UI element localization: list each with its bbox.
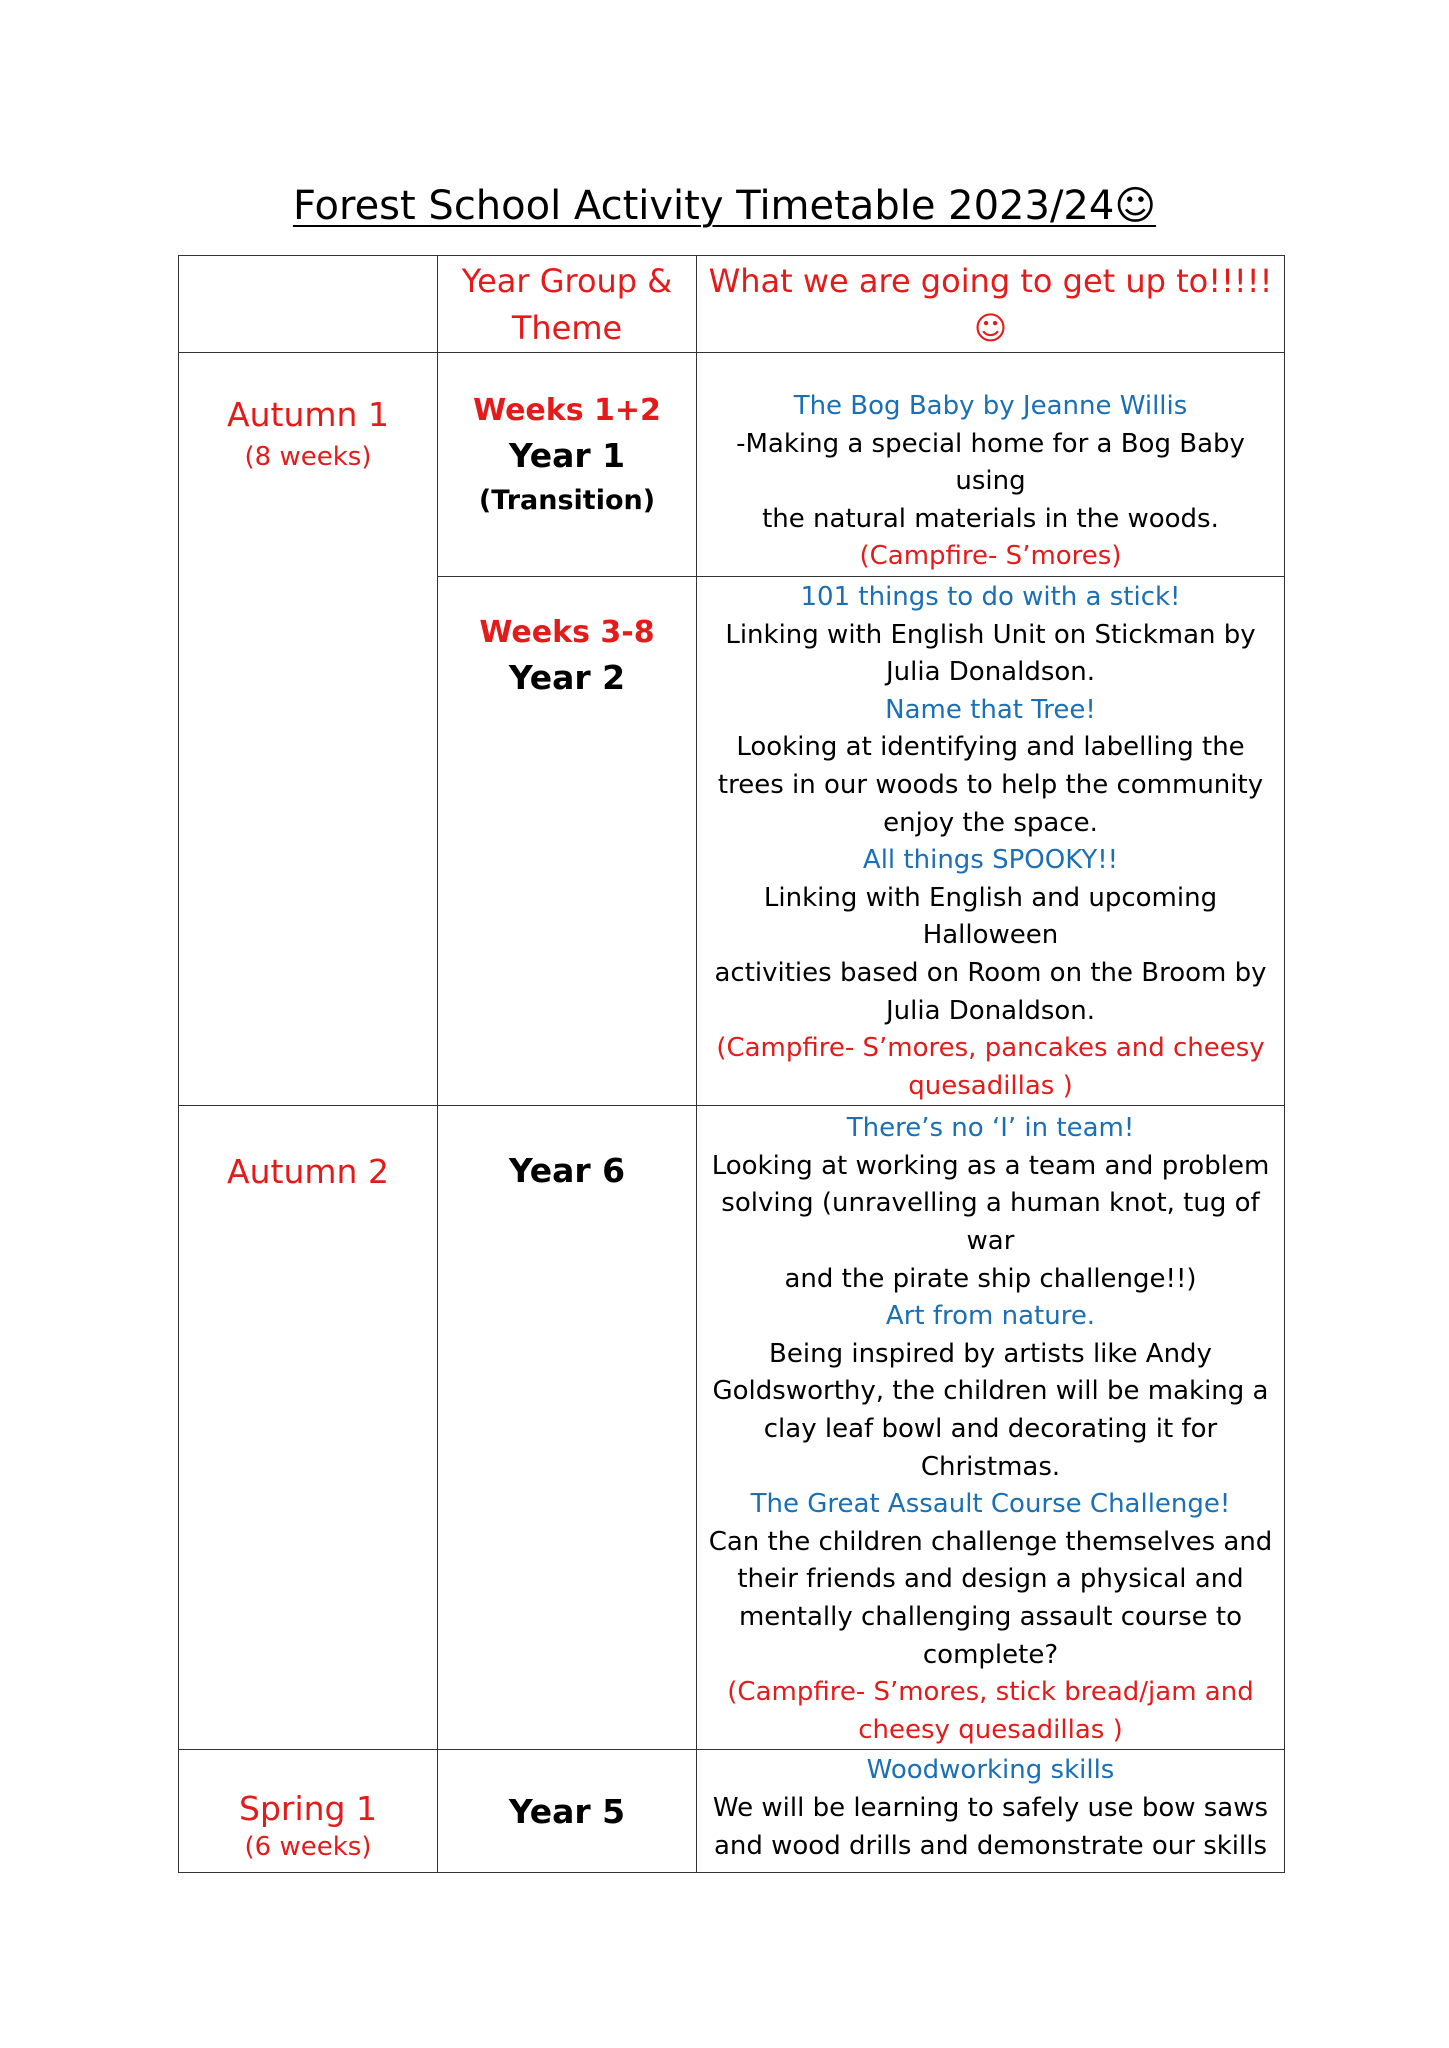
table-row — [179, 1750, 1285, 1873]
activity-line: activities based on Room on the Broom by — [714, 957, 1267, 988]
term-name: Spring 1 — [239, 1789, 377, 1829]
activity-line: quesadillas ) — [908, 1070, 1073, 1101]
timetable — [178, 255, 1285, 1873]
activity-line: Looking at working as a team and problem — [711, 1150, 1270, 1181]
header-blank-cell — [179, 256, 438, 353]
activity-line: (Campfire- S’mores, stick bread/jam and — [727, 1677, 1254, 1708]
activity-line: enjoy the space. — [883, 807, 1098, 838]
activity-line: There’s no ‘I’ in team! — [846, 1113, 1135, 1144]
header-row — [179, 256, 1285, 353]
activity-line: clay leaf bowl and decorating it for — [763, 1414, 1218, 1445]
header-activities-line1: What we are going to get up to!!!!! — [708, 262, 1273, 300]
header-year-group-theme — [438, 256, 697, 353]
activity-line: Woodworking skills — [866, 1755, 1115, 1786]
activity-line: (Campfire- S’mores, pancakes and cheesy — [716, 1033, 1265, 1064]
year-cell-year-6 — [438, 1106, 697, 1750]
activity-line: Can the children challenge themselves and — [708, 1526, 1273, 1557]
activity-line: mentally challenging assault course to — [738, 1602, 1243, 1632]
activity-line: Linking with English and upcoming Halloween — [763, 882, 1218, 951]
activity-line: (Campfire- S’mores) — [859, 541, 1122, 572]
weeks-label: Weeks 3-8 — [479, 614, 655, 650]
activity-line: Julia Donaldson. — [885, 995, 1096, 1026]
activity-line: 101 things to do with a stick! — [800, 581, 1181, 612]
activity-line: We will be learning to safely use bow saws — [712, 1792, 1269, 1823]
title-text: Forest School Activity Timetable 2023/24☺ — [292, 183, 1157, 229]
page-title — [0, 178, 1449, 234]
activity-line: Name that Tree! — [885, 694, 1096, 725]
term-name: Autumn 2 — [227, 1152, 389, 1192]
activity-line: Goldsworthy, the children will be making a — [712, 1376, 1269, 1407]
year-cell-year-2 — [438, 576, 697, 1105]
weeks-label: Weeks 1+2 — [473, 393, 661, 428]
activity-line: their friends and design a physical and — [737, 1564, 1244, 1595]
activity-line: cheesy quesadillas ) — [858, 1714, 1123, 1745]
activity-line: Looking at identifying and labelling the — [736, 732, 1245, 763]
term-cell-autumn-1 — [179, 353, 438, 1106]
year-label: Year 6 — [508, 1151, 626, 1191]
activity-line: The Bog Baby by Jeanne Willis — [793, 391, 1188, 421]
header-year-group-line2: Theme — [511, 309, 623, 347]
term-cell-spring-1 — [179, 1750, 438, 1873]
activity-line: Christmas. — [920, 1451, 1061, 1482]
activity-line: Being inspired by artists like Andy — [769, 1338, 1212, 1369]
activity-line: Julia Donaldson. — [885, 657, 1096, 688]
table-row — [179, 1106, 1285, 1750]
term-duration: (6 weeks) — [244, 1832, 372, 1863]
activity-line: The Great Assault Course Challenge! — [750, 1489, 1231, 1520]
activity-line: and wood drills and demonstrate our skills — [713, 1830, 1268, 1861]
activity-line: the natural materials in the woods. — [762, 503, 1219, 534]
activity-cell — [697, 353, 1285, 577]
year-cell-year-1 — [438, 353, 697, 577]
year-note: (Transition) — [478, 485, 656, 516]
activity-line: Art from nature. — [885, 1301, 1096, 1332]
year-cell-year-5 — [438, 1750, 697, 1873]
activity-line: complete? — [922, 1639, 1059, 1670]
activity-line: Linking with English Unit on Stickman by — [725, 619, 1256, 650]
activity-cell — [697, 576, 1285, 1105]
term-cell-autumn-2 — [179, 1106, 438, 1750]
activity-line: All things SPOOKY!! — [862, 845, 1119, 876]
activity-cell — [697, 1106, 1285, 1750]
activity-line: trees in our woods to help the community — [717, 769, 1264, 800]
header-year-group-line1: Year Group & — [461, 262, 673, 300]
activity-cell — [697, 1750, 1285, 1873]
term-name: Autumn 1 — [227, 395, 389, 434]
year-label: Year 5 — [508, 1792, 626, 1832]
year-label: Year 2 — [508, 657, 626, 697]
activity-line: and the pirate ship challenge!!) — [784, 1263, 1197, 1294]
header-activities-line2: ☺ — [973, 309, 1008, 347]
table-row — [179, 353, 1285, 577]
header-activities — [697, 256, 1285, 353]
term-duration: (8 weeks) — [244, 442, 372, 472]
year-label: Year 1 — [508, 436, 626, 475]
activity-line: solving (unravelling a human knot, tug of war — [721, 1188, 1260, 1257]
activity-line: -Making a special home for a Bog Baby using — [736, 428, 1245, 497]
